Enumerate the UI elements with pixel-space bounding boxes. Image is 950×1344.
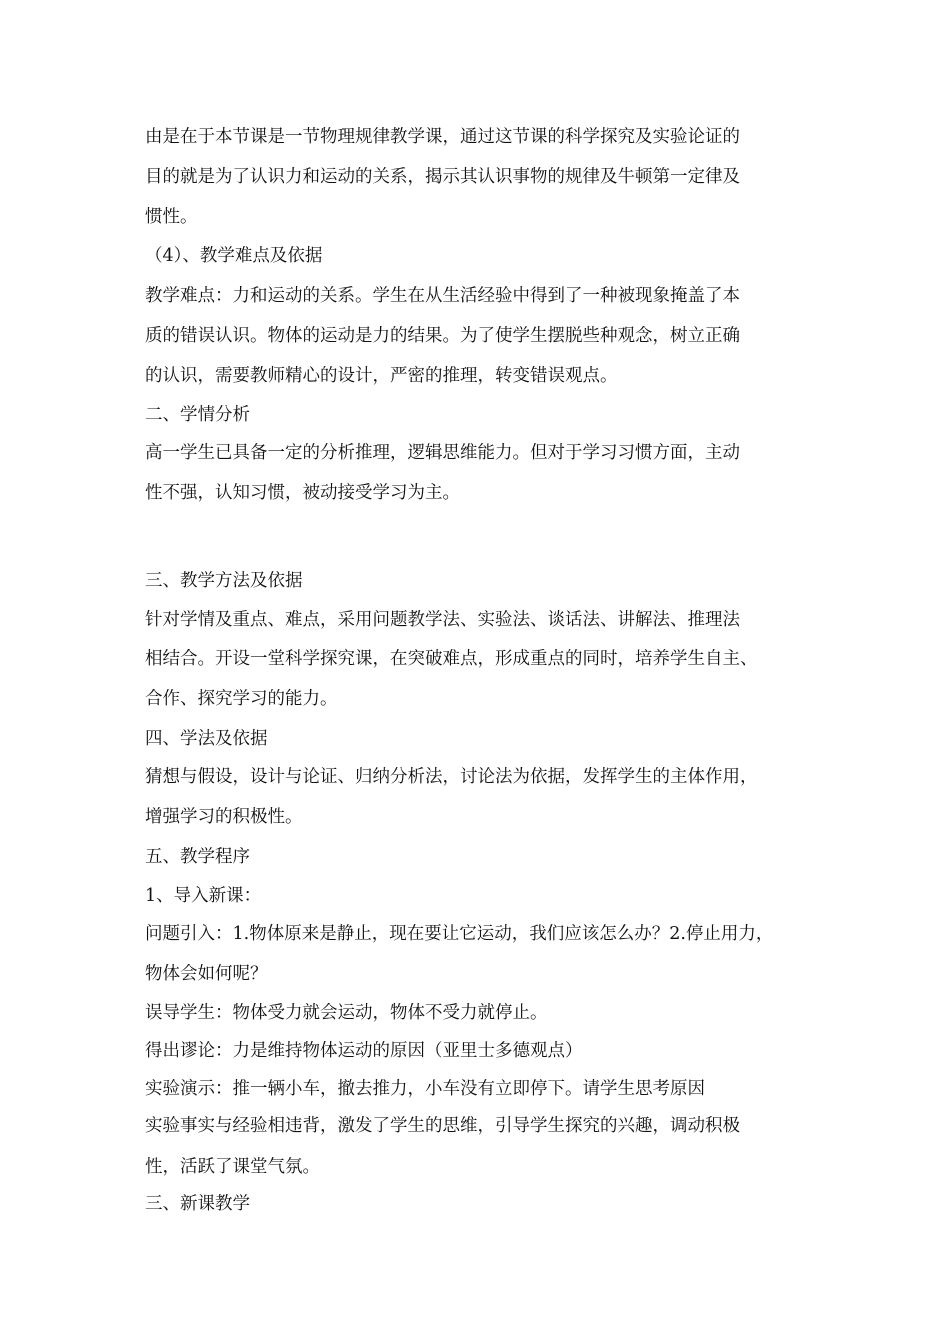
text-line: 实验演示：推一辆小车，撤去推力，小车没有立即停下。请学生思考原因 (145, 1079, 705, 1099)
text-line: 相结合。开设一堂科学探究课，在突破难点，形成重点的同时，培养学生自主、 (145, 649, 758, 669)
section-heading: 五、教学程序 (145, 847, 250, 867)
text-line: 目的就是为了认识力和运动的关系，揭示其认识事物的规律及牛顿第一定律及 (145, 167, 740, 187)
text-line: 性，活跃了课堂气氛。 (145, 1157, 320, 1177)
text-line: 质的错误认识。物体的运动是力的结果。为了使学生摆脱些种观念，树立正确 (145, 326, 740, 346)
section-heading: 三、教学方法及依据 (145, 571, 303, 591)
section-heading: 四、学法及依据 (145, 729, 268, 749)
text-line: 高一学生已具备一定的分析推理，逻辑思维能力。但对于学习习惯方面，主动 (145, 443, 740, 463)
text-line: 猜想与假设，设计与论证、归纳分析法，讨论法为依据，发挥学生的主体作用， (145, 767, 758, 787)
text-line: 由是在于本节课是一节物理规律教学课，通过这节课的科学探究及实验论证的 (145, 127, 740, 147)
text-line: 合作、探究学习的能力。 (145, 689, 338, 709)
text-line: 针对学情及重点、难点，采用问题教学法、实验法、谈话法、讲解法、推理法 (145, 610, 740, 630)
text-line: 的认识，需要教师精心的设计，严密的推理，转变错误观点。 (145, 366, 618, 386)
section-heading: 三、新课教学 (145, 1194, 250, 1214)
text-line: 实验事实与经验相违背，激发了学生的思维，引导学生探究的兴趣，调动积极 (145, 1116, 740, 1136)
text-line: 问题引入：1.物体原来是静止，现在要让它运动，我们应该怎么办？2.停止用力， (145, 924, 774, 944)
text-line: 惯性。 (145, 207, 198, 227)
text-line: 性不强，认知习惯，被动接受学习为主。 (145, 483, 460, 503)
text-line: 得出谬论：力是维持物体运动的原因（亚里士多德观点） (145, 1041, 583, 1061)
text-line: 增强学习的积极性。 (145, 807, 303, 827)
text-line: 误导学生：物体受力就会运动，物体不受力就停止。 (145, 1003, 548, 1023)
section-heading: 二、学情分析 (145, 405, 250, 425)
section-heading: （4）、教学难点及依据 (145, 246, 323, 266)
text-line: 物体会如何呢？ (145, 964, 268, 984)
subsection-heading: 1、导入新课： (145, 886, 262, 906)
text-line: 教学难点：力和运动的关系。学生在从生活经验中得到了一种被现象掩盖了本 (145, 286, 740, 306)
